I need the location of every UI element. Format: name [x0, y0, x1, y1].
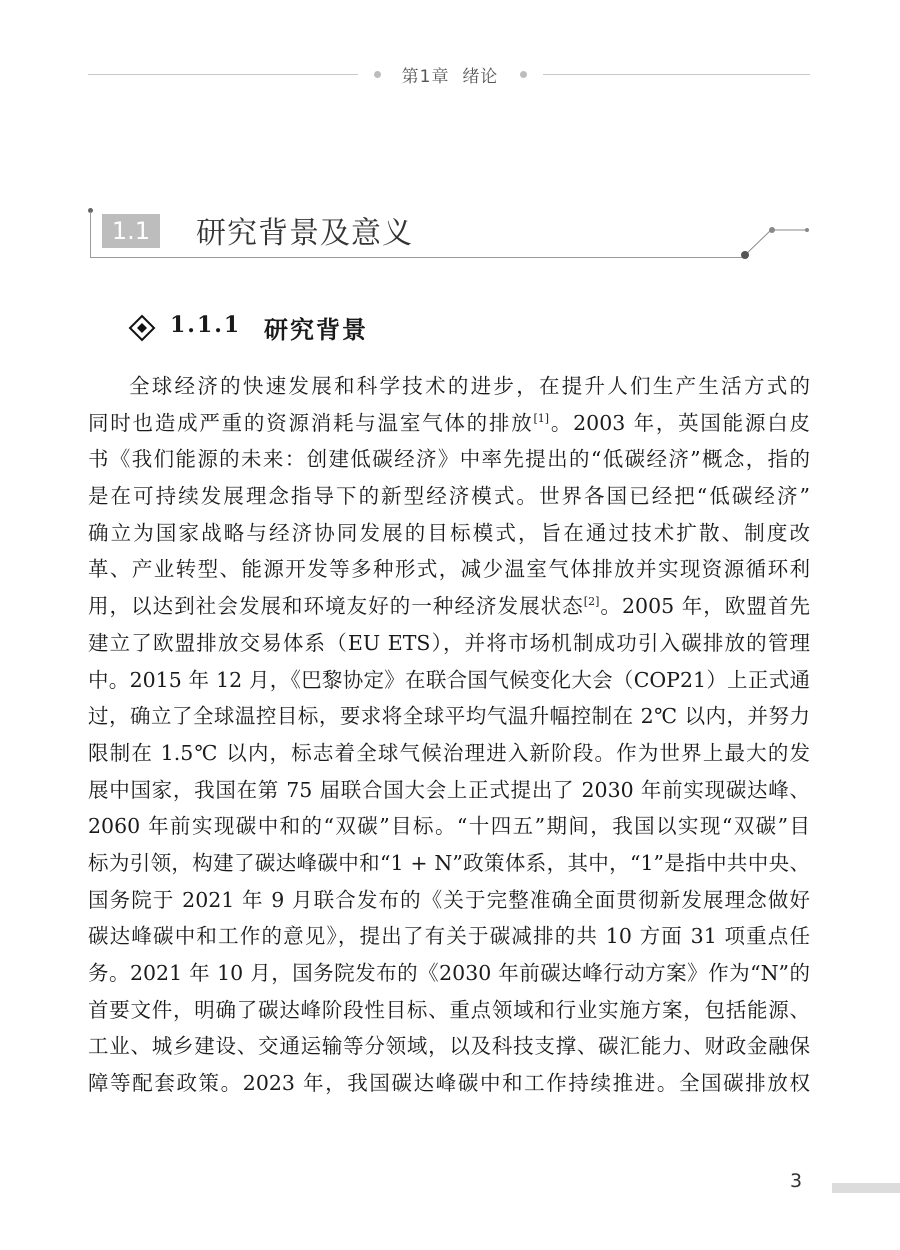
body-line: 中。2015 年 12 月，《巴黎协定》在联合国气候变化大会（COP21）上正式通 [88, 667, 810, 692]
header-dot-right [520, 71, 527, 78]
section-number-box: 1.1 [102, 214, 160, 248]
body-line: 工业、城乡建设、交通运输等分领域，以及科技支撑、碳汇能力、财政金融保 [88, 1034, 810, 1059]
citation: [1] [533, 411, 550, 425]
header-rule-left [88, 74, 358, 75]
body-line: 碳达峰碳中和工作的意见》，提出了有关于碳减排的共 10 方面 31 项重点任 [88, 924, 810, 949]
body-line [88, 405, 810, 442]
body-line-text: 用，以达到社会发展和环境友好的一种经济发展状态 [88, 594, 584, 619]
footer-bar [832, 1183, 900, 1193]
diamond-bullet-icon [128, 314, 156, 342]
body-line: 展中国家，我国在第 75 届联合国大会上正式提出了 2030 年前实现碳达峰、 [88, 777, 810, 802]
body-line: 革、产业转型、能源开发等多种形式，减少温室气体排放并实现资源循环利 [88, 557, 810, 582]
body-line: 确立为国家战略与经济协同发展的目标模式，旨在通过技术扩散、制度改 [88, 520, 810, 545]
section-title: 研究背景及意义 [196, 216, 413, 251]
chapter-label: 第1章 [401, 67, 450, 87]
body-line-text: 同时也造成严重的资源消耗与温室气体的排放 [88, 410, 534, 435]
body-paragraph [88, 368, 810, 1102]
citation: [2] [583, 595, 600, 609]
header-dot-left [374, 71, 381, 78]
running-header [88, 62, 810, 88]
body-line-tail: 。2005 年，欧盟首先 [599, 594, 811, 619]
body-line: 全球经济的快速发展和科学技术的进步，在提升人们生产生活方式的 [129, 374, 810, 398]
body-line [88, 588, 810, 625]
heading-ornament-icon [88, 200, 810, 262]
body-line: 是在可持续发展理念指导下的新型经济模式。世界各国已经把“低碳经济” [88, 484, 810, 509]
body-line: 障等配套政策。2023 年，我国碳达峰碳中和工作持续推进。全国碳排放权 [88, 1071, 810, 1096]
body-line-tail: 。2003 年，英国能源白皮 [549, 410, 811, 435]
subsection-title: 研究背景 [264, 316, 368, 344]
body-line: 首要文件，明确了碳达峰阶段性目标、重点领域和行业实施方案，包括能源、 [88, 997, 810, 1022]
body-line: 过，确立了全球温控目标，要求将全球平均气温升幅控制在 2℃ 以内，并努力 [88, 704, 810, 729]
page-number: 3 [790, 1170, 803, 1192]
body-line: 建立了欧盟排放交易体系（EU ETS），并将市场机制成功引入碳排放的管理 [88, 630, 810, 655]
body-line: 国务院于 2021 年 9 月联合发布的《关于完整准确全面贯彻新发展理念做好 [88, 887, 810, 912]
section-heading [88, 200, 810, 262]
body-line: 书《我们能源的未来：创建低碳经济》中率先提出的“低碳经济”概念，指的 [88, 447, 810, 472]
subsection-number: 1.1.1 [170, 312, 242, 338]
running-header-text [388, 62, 512, 87]
chapter-title: 绪论 [462, 67, 499, 87]
body-line: 限制在 1.5℃ 以内，标志着全球气候治理进入新阶段。作为世界上最大的发 [88, 740, 810, 765]
body-line: 标为引领，构建了碳达峰碳中和“1 + N”政策体系，其中，“1”是指中共中央、 [88, 850, 810, 875]
body-line: 2060 年前实现碳中和的“双碳”目标。“十四五”期间，我国以实现“双碳”目 [88, 814, 810, 839]
header-rule-right [543, 74, 810, 75]
body-line: 务。2021 年 10 月，国务院发布的《2030 年前碳达峰行动方案》作为“N”的 [88, 961, 810, 985]
